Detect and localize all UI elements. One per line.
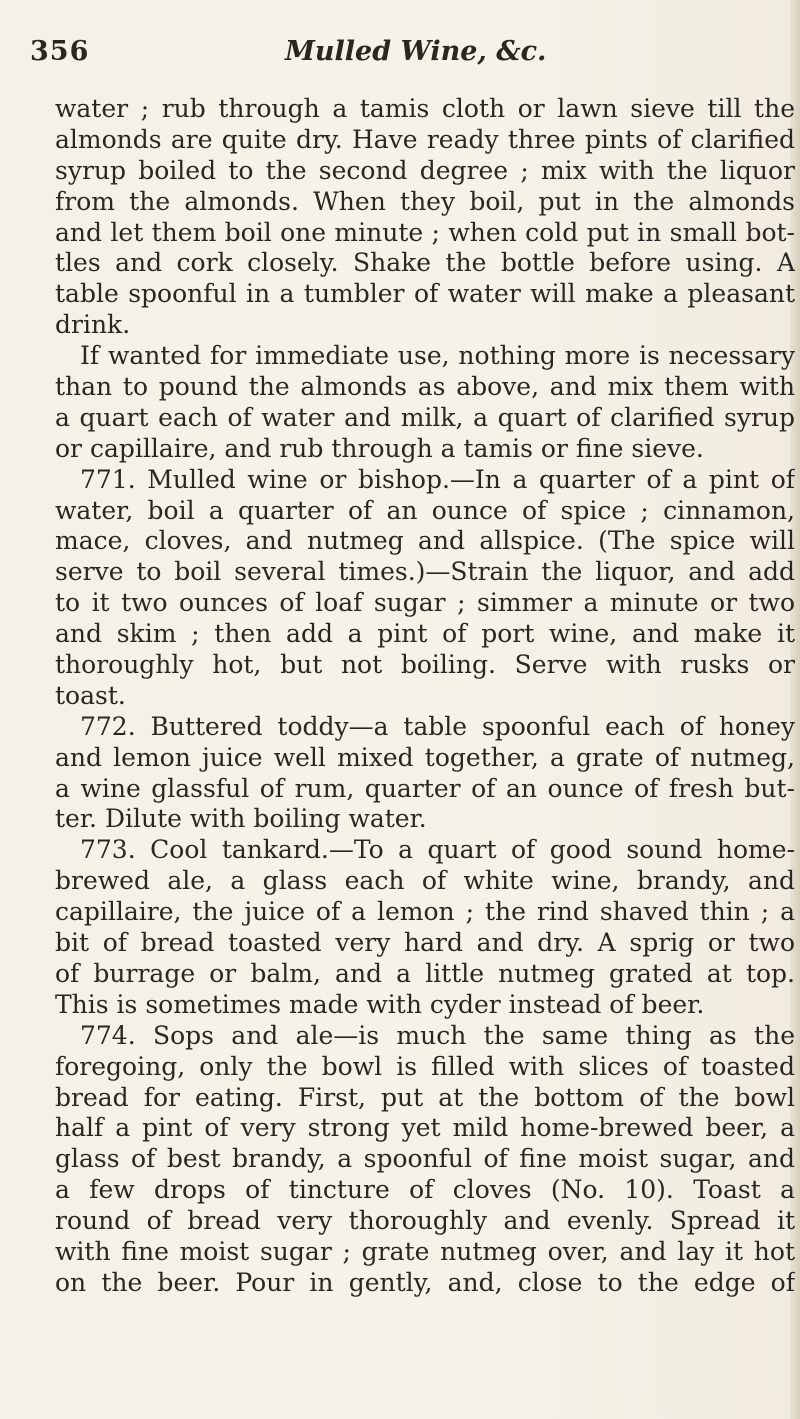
- text-line: capillaire, the juice of a lemon ; the rind shaved thin ; a: [55, 897, 795, 927]
- text-line: 771. Mulled wine or bishop.—In a quarter of a pint of: [80, 464, 795, 494]
- text-line: and let them boil one minute ; when cold put in small bot-: [55, 217, 795, 247]
- text-line: and lemon juice well mixed together, a grate of nutmeg,: [55, 742, 795, 772]
- text-line: round of bread very thoroughly and evenly. Spread it: [55, 1206, 795, 1236]
- text-line: glass of best brandy, a spoonful of fine moist sugar, and: [55, 1144, 795, 1174]
- text-line: This is sometimes made with cyder instead of beer.: [55, 989, 705, 1019]
- text-line: 774. Sops and ale—is much the same thing as the: [80, 1020, 795, 1050]
- text-line: table spoonful in a tumbler of water will make a pleasant: [55, 279, 795, 309]
- page-header: [30, 30, 770, 80]
- text-line: If wanted for immediate use, nothing more is necessary: [80, 341, 795, 371]
- text-line: syrup boiled to the second degree ; mix with the liquor: [55, 155, 795, 185]
- text-line: tles and cork closely. Shake the bottle before using. A: [55, 248, 795, 278]
- text-line: and skim ; then add a pint of port wine, and make it: [55, 619, 795, 649]
- text-line: a wine glassful of rum, quarter of an ounce of fresh but-: [55, 773, 795, 803]
- text-line: almonds are quite dry. Have ready three pints of clarified: [55, 124, 795, 154]
- text-line: bread for eating. First, put at the bottom of the bowl: [55, 1082, 795, 1112]
- text-line: serve to boil several times.)—Strain the liquor, and add: [55, 557, 795, 587]
- text-line: of burrage or balm, and a little nutmeg grated at top.: [55, 958, 795, 988]
- text-line: on the beer. Pour in gently, and, close to the edge of: [55, 1267, 795, 1297]
- text-line: a quart each of water and milk, a quart of clarified syrup: [55, 402, 795, 432]
- text-line: or capillaire, and rub through a tamis or fine sieve.: [55, 433, 704, 463]
- body-text: [55, 94, 795, 1299]
- running-title: Mulled Wine, &c.: [285, 36, 547, 67]
- text-line: than to pound the almonds as above, and mix them with: [55, 372, 795, 402]
- text-line: half a pint of very strong yet mild home-brewed beer, a: [55, 1113, 795, 1143]
- text-line: to it two ounces of loaf sugar ; simmer a minute or two: [55, 588, 795, 618]
- text-line: 773. Cool tankard.—To a quart of good sound home-: [80, 835, 795, 865]
- text-line: drink.: [55, 310, 131, 340]
- page-number: 356: [30, 36, 90, 67]
- text-line: brewed ale, a glass each of white wine, brandy, and: [55, 866, 795, 896]
- text-line: bit of bread toasted very hard and dry. A sprig or two: [55, 928, 795, 958]
- text-line: ter. Dilute with boiling water.: [55, 804, 427, 834]
- text-line: mace, cloves, and nutmeg and allspice. (The spice will: [55, 526, 795, 556]
- text-line: toast.: [55, 680, 126, 710]
- text-line: a few drops of tincture of cloves (No. 10). Toast a: [55, 1175, 795, 1205]
- text-line: water, boil a quarter of an ounce of spice ; cinnamon,: [55, 495, 795, 525]
- text-line: water ; rub through a tamis cloth or lawn sieve till the: [55, 94, 795, 123]
- text-line: with fine moist sugar ; grate nutmeg over, and lay it hot: [55, 1236, 795, 1266]
- text-line: from the almonds. When they boil, put in the almonds: [55, 186, 795, 216]
- text-line: 772. Buttered toddy—a table spoonful each of honey: [80, 711, 795, 741]
- text-line: thoroughly hot, but not boiling. Serve with rusks or: [55, 650, 795, 680]
- text-line: foregoing, only the bowl is filled with slices of toasted: [55, 1051, 795, 1081]
